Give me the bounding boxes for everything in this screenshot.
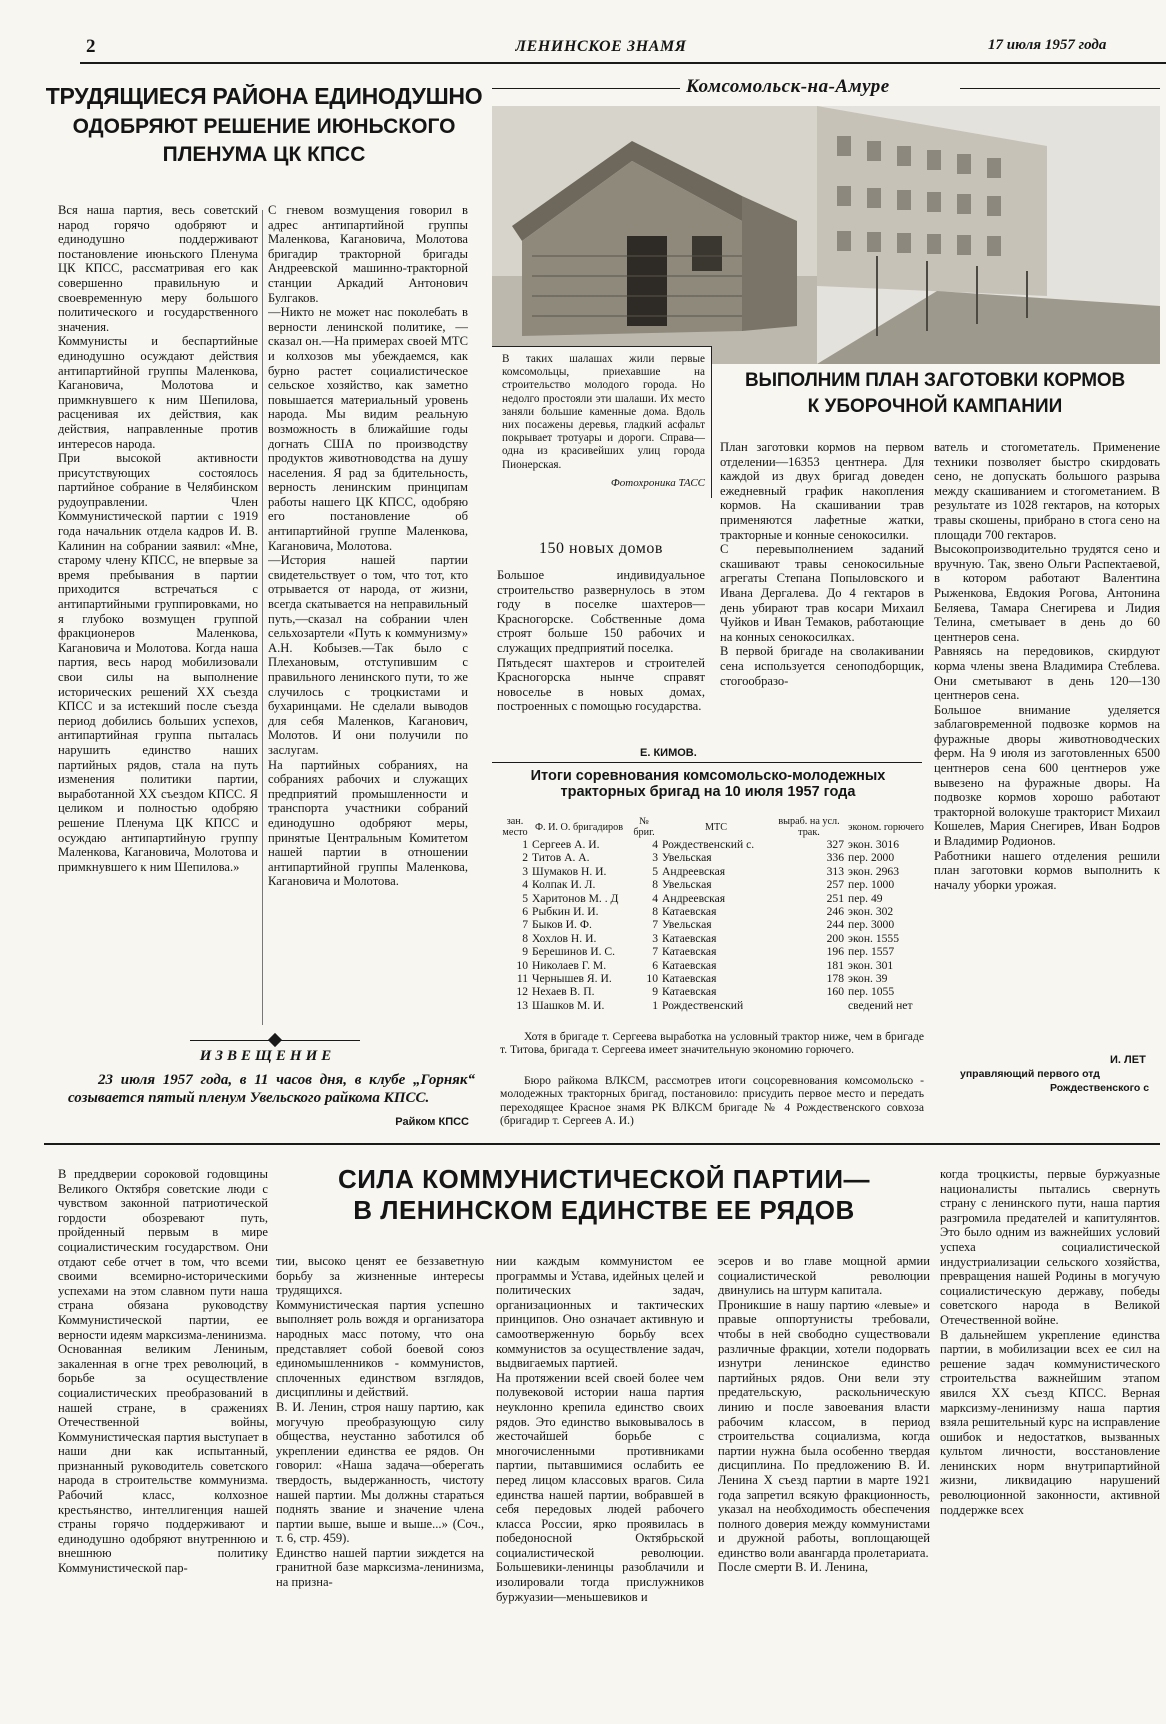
street-illustration [817, 106, 1160, 364]
row-brigadier: Рыбкин И. И. [532, 905, 599, 919]
row-output: 181 [826, 958, 844, 972]
row-place: 3 [522, 864, 528, 878]
row-output: 178 [826, 972, 844, 986]
plenum-headline-line-3: ПЛЕНУМА ЦК КПСС [162, 143, 366, 167]
row-fuel: пер. 1557 [848, 945, 895, 959]
photo-title-rule-left [492, 88, 680, 89]
row-fuel: экон. 2963 [848, 864, 900, 878]
column-divider [262, 210, 263, 1025]
table-row [500, 932, 926, 945]
party-headline [284, 1165, 924, 1251]
table-row [500, 972, 926, 985]
houses-rule [492, 762, 922, 763]
row-brigade-number: 5 [652, 864, 658, 878]
row-fuel: экон. 301 [848, 958, 894, 972]
masthead [0, 30, 1166, 60]
row-brigade-number: 9 [652, 985, 658, 999]
photo-title-rule-right [960, 88, 1160, 89]
table-row [500, 905, 926, 918]
row-fuel: пер. 49 [848, 891, 883, 905]
row-mts: Увельская [662, 878, 712, 892]
row-place: 12 [516, 985, 528, 999]
photo-section-title: Комсомольск-на-Амуре [686, 76, 890, 97]
row-fuel: пер. 1055 [848, 985, 895, 999]
row-fuel: экон. 302 [848, 905, 894, 919]
table-row [500, 851, 926, 864]
plenum-column-2: С гневом возмущения говорил в адрес антипартийной группы Маленкова, Кагановича, Молотова бригадир тракторной бригады Андреевской машинно-тракторной станции Аркадий Антонович Булгаков. —Никто не может нас поколебать в верности ленинской политике, — сказал он.—На примерах своей МТС и колхозов мы убеждаемся, как бурно растет социалистическое сельское хозяйство, как заметно повышается материальный уровень народа. Мы видим реальную возможность в ближайшие годы догнать США по производству продуктов животноводства на душу населения. Я рад за бдительность, верность ленинским принципам работы нашего ЦК КПСС, одобряю его постановление об антипартийной группе Маленкова, Кагановича, Молотова. —История нашей партии свидетельствует о том, что тот, кто отрывается от народа, от жизни, всегда скатывается на неправильный путь,—сказал на собрании член сельхозартели «Путь к коммунизму» А.Н. Кобызев.—Так было с Плехановым, отступившим с правильного ленинского пути, то же случилось с троцкистами и бухаринцами. Не сделали выводов для себя Маленков, Каганович, Молотов. И они получили по заслугам. На партийных собраниях, на собраниях рабочих и служащих предприятий промышленности и транспорта участники собраний единодушно одобряют меры, принятые Центральным Комитетом нашей партии в отношении антипартийной группы Маленкова, Кагановича и Молотова. [268, 203, 468, 889]
row-place: 2 [522, 851, 528, 865]
row-brigadier: Шумаков Н. И. [532, 864, 607, 878]
row-mts: Катаевская [662, 905, 717, 919]
table-row [500, 918, 926, 931]
plenum-headline-line-2: ОДОБРЯЮТ РЕШЕНИЕ ИЮНЬСКОГО [72, 114, 456, 138]
party-column-1: В преддверии сороковой годовщины Великого Октября советские люди с чувством законной патриотической гордости обозревают путь, пройденный первым в мире социалистическим государством. Они отдают себе отчет в том, что всеми своими всемирно-историческими успехами на этом славном пути наша страна обязана руководству Коммунистической партии, ее верности идеям марксизма-ленинизма. Основанная великим Лениным, закаленная в огне трех революций, в борьбе за осуществление социалистических преобразований в нашей стране, в сражениях Отечественной войны, Коммунистическая партия выступает в наши дни как испытанный, признанный руководитель советского народа в строительстве коммунизма. Рабочий класс, колхозное крестьянство, интеллигенция нашей страны горячо поддерживают и единодушно одобряют внутреннюю и внешнюю политику Коммунистической пар- [58, 1167, 268, 1576]
row-place: 4 [522, 878, 528, 892]
row-mts: Катаевская [662, 945, 717, 959]
table-row [500, 878, 926, 891]
row-brigadier: Хохлов Н. И. [532, 931, 597, 945]
header-brigade-number: № бриг. [633, 816, 655, 838]
notice-separator-diamond [268, 1033, 282, 1047]
row-brigadier: Быков И. Ф. [532, 918, 592, 932]
header-mts: МТС [704, 821, 728, 833]
row-brigade-number: 6 [652, 958, 658, 972]
photo-hut [492, 106, 817, 364]
row-mts: Катаевская [662, 972, 717, 986]
table-row [500, 999, 926, 1012]
photo-caption: В таких шалашах жили первые комсомольцы, приехавшие на строительство молодого города. Но недолго простояли эти шалаши. Их место заняли большие каменные дома. Вдоль них посажены деревья, гладкий асфальт покрывает тротуары и дороги. Справа—одна из красивейших улиц города Пионерская. [502, 353, 705, 471]
row-output: 246 [826, 905, 844, 919]
row-brigade-number: 10 [646, 972, 658, 986]
row-place: 13 [516, 998, 528, 1012]
competition-table-wrap [500, 816, 926, 1026]
competition-title [492, 768, 924, 814]
party-headline-line-2: В ЛЕНИНСКОМ ЕДИНСТВЕ ЕЕ РЯДОВ [353, 1195, 855, 1226]
notice [60, 1048, 475, 1138]
row-fuel: пер. 2000 [848, 851, 895, 865]
competition-table-header [500, 816, 926, 838]
page-number: 2 [86, 36, 96, 57]
party-column-2: тии, высоко ценят ее беззаветную борьбу за жизненные интересы трудящихся. Коммунистическая партия успешно выполняет роль вождя и организатора народных масс потому, что она представляет собой боевой союз единомышленников - коммунистов, сплоченных единством взглядов, дисциплины и действий. В. И. Ленин, строя нашу партию, как могучую преобразующую силу общества, неустанно заботился об укреплении единства ее рядов. Он говорил: «Наша задача—оберегать твердость, выдержанность, чистоту нашей партии. Мы должны стараться поднять звание и значение члена партии выше, выше и выше...» (Соч., т. 6, стр. 459). Единство нашей партии зиждется на гранитной базе марксизма-ленинизма, на призна- [276, 1254, 484, 1590]
row-mts: Увельская [662, 851, 712, 865]
row-mts: Увельская [662, 918, 712, 932]
row-fuel: экон. 39 [848, 972, 888, 986]
notice-body: 23 июля 1957 года, в 11 часов дня, в клубе „Горняк“ созывается пятый пленум Увельского райкома КПСС. [68, 1072, 475, 1106]
row-brigadier: Нехаев В. П. [532, 985, 595, 999]
row-brigadier: Шашков М. И. [532, 998, 605, 1012]
issue-date: 17 июля 1957 года [988, 37, 1107, 53]
table-row [500, 959, 926, 972]
row-brigadier: Харитонов М. . Д [532, 891, 619, 905]
row-brigadier: Колпак И. Л. [532, 878, 596, 892]
fodder-signature: И. ЛЕТ [1110, 1054, 1146, 1066]
party-column-3: нии каждым коммунистом ее программы и Устава, идейных целей и политических задач, организационных и тактических принципов. Оно означает активную и самоотверженную борьбу всех коммунистов за осуществление задач, выдвигаемых партией. На протяжении всей своей более чем полувековой истории наша партия неуклонно крепила единство своих рядов. Это единство выковывалось в жесточайшей борьбе с многочисленными противниками партии, пытавшимися ослабить ее перед лицом классовых врагов. Сила единства нашей партии, вобравшей в себя передовых людей рабочего класса России, ярко проявилась в победоносной Октябрьской социалистической революции. Большевики-ленинцы разоблачили и изолировали тогда прислужников буржуазии—меньшевиков и [496, 1254, 704, 1604]
plenum-headline [44, 84, 484, 196]
competition-note-1: Хотя в бригаде т. Сергеева выработка на условный трактор ниже, чем в бригаде т. Титова, бригада т. Сергеева имеет значительную экономию горючего. [500, 1030, 924, 1057]
row-output: 327 [826, 838, 844, 851]
fodder-column-2: ватель и стогометатель. Применение техники позволяет быстро скирдовать сено, не допускать большого разрыва между скашиванием и стогометанием. В результате из 1028 гектаров, на которых травы скошены, прибрано в стога сено на площади 700 гектаров. Высокопроизводительно трудятся сено и вручную. Так, звено Ольги Распектаевой, в котором работают Валентина Рыженкова, Евдокия Рогова, Антонина Беляева, Тамара Снегирева и Лидия Телина, сметывает в день до 60 центнеров сена. Равняясь на передовиков, скирдуют корма члены звена Владимира Стеблева. Они сметывают в день 120—130 центнеров сена. Большое внимание уделяется заблаговременной подвозке кормов на фуражные дворы животноводческих ферм. На 9 июля из заготовленных 6500 центнеров сена 600 центнеров уже вывезено на фуражные дворы. На подвозке кормов хорошо работают тракторной волокуше тракторист Михаил Кошелев, Мария Снегирев, Иван Бодров и Владимир Родионов. Работники нашего отделения решили план заготовки кормов выполнить к началу уборки урожая. [934, 440, 1160, 892]
row-brigade-number: 4 [652, 838, 658, 851]
row-mts: Рождественский с. [662, 838, 755, 851]
header-place: зан. место [502, 816, 528, 838]
fodder-signature-role-1: управляющий первого отд [960, 1068, 1100, 1080]
row-fuel: пер. 3000 [848, 918, 895, 932]
row-brigade-number: 1 [652, 998, 658, 1012]
party-column-5: когда троцкисты, первые буржуазные националисты пытались свернуть страну с ленинского пути, наша партия разгромила предателей и капитулянтов. Это было одним из важнейших условий успеха социалистической индустриализации сельского хозяйства, превращения нашей Родины в могучую социалистическую державу, победы советского народа в Великой Отечественной войне. В дальнейшем укрепление единства партии, в мобилизации всех ее сил на решение задач коммунистического строительства важнейшим этапом явился XX съезд КПСС. Верная марксизму-ленинизму наша партия взяла решительный курс на исправление ошибок и недостатков, вызванных культом личности, восстановление ленинских норм внутрипартийной жизни, ликвидацию нарушений революционной законности, активной поддержке всех [940, 1167, 1160, 1517]
row-output: 200 [826, 931, 844, 945]
competition-title-line-2: тракторных бригад на 10 июля 1957 года [560, 784, 856, 801]
row-place: 6 [522, 905, 528, 919]
row-place: 11 [516, 972, 528, 986]
houses-body: Большое индивидуальное строительство развернулось в этом году в поселке шахтеров—Красногорске. Собственные дома строят больше 150 рабочих и служащих предприятий поселка. Пятьдесят шахтеров и строителей Красногорска нынче справят новоселье в новых домах, построенных с помощью государства. [497, 568, 705, 714]
hut-illustration [492, 106, 817, 364]
row-fuel: экон. 1555 [848, 931, 900, 945]
houses-signature: Е. КИМОВ. [640, 747, 697, 759]
row-output [772, 999, 846, 1012]
row-brigadier: Чернышев Я. И. [532, 972, 612, 986]
party-headline-line-1: СИЛА КОММУНИСТИЧЕСКОЙ ПАРТИИ— [337, 1165, 871, 1194]
row-mts: Андреевская [662, 891, 726, 905]
notice-signature: Райком КПСС [395, 1116, 469, 1128]
row-fuel: экон. 3016 [848, 838, 900, 851]
row-place: 1 [522, 838, 528, 851]
competition-note-2: Бюро райкома ВЛКСМ, рассмотрев итоги соцсоревнования комсомольско - молодежных тракторных бригад, постановило: присудить первое место и передать переходящее Красное знамя РК ВЛКСМ бригаде № 4 Рождественского совхоза (бригадир т. Сергеев А. И.) [500, 1074, 924, 1128]
row-output: 257 [826, 878, 844, 892]
row-place: 8 [522, 931, 528, 945]
row-mts: Катаевская [662, 931, 717, 945]
row-place: 9 [522, 945, 528, 959]
row-output: 336 [826, 851, 844, 865]
party-column-4: эсеров и во главе мощной армии социалистической революции двинулись на штурм капитала. Проникшие в нашу партию «левые» и правые оппортунисты требовали, чтобы в ней свободно существовали различные фракции, хотели подорвать изнутри ленинское единство партийных рядов. Они вели эту предательскую, раскольническую линию и после завоевания власти рабочим классом, в период строительства социализма, когда партии нужна была особенно твердая дисциплина. По предложению В. И. Ленина X съезд партии в марте 1921 года запретил всякую фракционность, указал на необходимость обеспечения полного доверия между коммунистами и дружной работы, воплощающей единство воли авангарда пролетариата. После смерти В. И. Ленина, [718, 1254, 930, 1575]
row-mts: Рождественский [662, 998, 744, 1012]
row-fuel: сведений нет [848, 998, 913, 1012]
row-brigade-number: 4 [652, 891, 658, 905]
row-place: 7 [522, 918, 528, 932]
row-brigadier: Николаев Г. М. [532, 958, 607, 972]
photo-credit: Фотохроника ТАСС [610, 476, 705, 489]
header-brigadier: Ф. И. О. бригадиров [534, 821, 624, 833]
row-output: 251 [826, 891, 844, 905]
notice-title: ИЗВЕЩЕНИЕ [199, 1048, 336, 1064]
row-brigade-number: 3 [652, 931, 658, 945]
row-place: 10 [516, 958, 528, 972]
table-row [500, 985, 926, 998]
fodder-headline-line-1: ВЫПОЛНИМ ПЛАН ЗАГОТОВКИ КОРМОВ [744, 370, 1126, 391]
houses-title: 150 новых домов [539, 540, 663, 557]
row-brigade-number: 7 [652, 945, 658, 959]
fodder-column-1: План заготовки кормов на первом отделении—16353 центнера. Для каждой из двух бригад доведен ежедневный график накопления кормов. На скашивании трав применяются лафетные жатки, тракторные и конные сенокосилки. С перевыполнением заданий скашивают травы сенокосильные агрегаты Степана Попыловского и Ивана Дергалева. До 4 гектаров в день убирают трав косари Михаил Чуйков и Иван Темаков, работающие на конных сенокосилках. В первой бригаде на сволакивании сена используется сеноподборщик, стогообразо- [720, 440, 924, 688]
newspaper-name: ЛЕНИНСКОЕ ЗНАМЯ [515, 38, 687, 55]
row-brigade-number: 7 [652, 918, 658, 932]
row-brigade-number: 8 [652, 878, 658, 892]
fodder-headline-line-2: К УБОРОЧНОЙ КАМПАНИИ [807, 396, 1063, 418]
fodder-signature-role-2: Рождественского с [1050, 1082, 1150, 1094]
header-output: выраб. на усл. трак. [778, 816, 840, 838]
section-divider [44, 1143, 1160, 1145]
competition-title-line-1: Итоги соревнования комсомольско-молодежных [530, 768, 886, 784]
row-output: 313 [826, 864, 844, 878]
table-row [500, 945, 926, 958]
row-mts: Андреевская [662, 864, 726, 878]
photo-street [817, 106, 1160, 364]
header-fuel: эконом. горючего [848, 821, 924, 833]
fodder-headline [712, 370, 1158, 440]
masthead-rule [80, 62, 1166, 64]
row-mts: Катаевская [662, 985, 717, 999]
row-mts: Катаевская [662, 958, 717, 972]
row-output: 196 [826, 945, 844, 959]
table-row [500, 838, 926, 851]
plenum-column-1: Вся наша партия, весь советский народ горячо одобряют и единодушно поддерживают постановление июньского Пленума ЦК КПСС, рассматривая его как совершенно правильную и своевременную меру большого политического и государственного значения. Коммунисты и беспартийные единодушно осуждают действия антипартийной группы Маленкова, Кагановича, Молотова и примкнувшего к ним Шепилова, расценивая их действия, как действия, направленные против интересов народа. При высокой активности присутствующих состоялось партийное собрание в Челябинском рудоуправлении. Член Коммунистической партии с 1919 года начальник отдела кадров И. В. Калинин на собрании заявил: «Мне, старому члену КПСС, не впервые за время пребывания в партии приходится встречаться с антипартийными группировками, но я глубоко возмущен группой фракционеров Маленкова, Кагановича и Молотова. Когда наша партия, весь народ мобилизовали свои силы на выполнение исторических решений XX съезда КПСС и за истекший после съезда период добились больших успехов, антипартийная группа пыталась нарушить единство наших партийных рядов, стала на путь изменения политики партии, выработанной XX съездом КПСС. Я целиком и полностью одобряю решение Пленума ЦК КПСС и осуждаю антипартийную группу Маленкова, Кагановича, Молотова и примкнувшего к ним Шепилова.» [58, 203, 258, 874]
row-brigade-number: 8 [652, 905, 658, 919]
table-row [500, 865, 926, 878]
row-output: 160 [826, 985, 844, 999]
row-brigadier: Берешинов И. С. [532, 945, 616, 959]
plenum-headline-line-1: ТРУДЯЩИЕСЯ РАЙОНА ЕДИНОДУШНО [45, 84, 483, 109]
row-brigadier: Титов А. А. [532, 851, 590, 865]
table-row [500, 892, 926, 905]
competition-table [500, 816, 926, 1012]
row-fuel: пер. 1000 [848, 878, 895, 892]
row-place: 5 [522, 891, 528, 905]
row-brigade-number: 3 [652, 851, 658, 865]
photo-caption-box [492, 346, 712, 498]
row-output: 244 [826, 918, 844, 932]
row-brigadier: Сергеев А. И. [532, 838, 600, 851]
